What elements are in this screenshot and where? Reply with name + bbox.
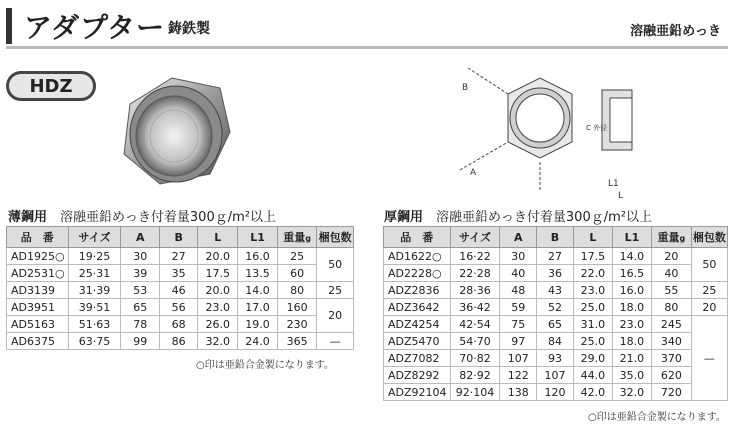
table-row [7, 316, 354, 333]
col-pack: 梱包数 [691, 227, 727, 248]
dim-outer-label: C 外径 [586, 124, 608, 132]
table-row [384, 367, 728, 384]
cell-code: AD2531○ [7, 265, 69, 282]
cell-code: ADZ7082 [384, 350, 451, 367]
cell-a: 122 [500, 367, 537, 384]
col-weight [277, 227, 316, 248]
cell-w: 60 [277, 265, 316, 282]
thick-section-header [384, 206, 652, 225]
cell-code: ADZ8292 [384, 367, 451, 384]
col-l1: L1 [238, 227, 278, 248]
table-row [7, 265, 354, 282]
cell-l1: 18.0 [612, 299, 651, 316]
cell-pack: 50 [317, 248, 354, 282]
header-divider [6, 46, 728, 49]
cell-l1: 18.0 [612, 333, 651, 350]
thick-label: 厚鋼用 [384, 210, 424, 225]
col-b: B [537, 227, 574, 248]
table-row [7, 299, 354, 316]
cell-pack: 20 [317, 299, 354, 333]
cell-a: 48 [500, 282, 537, 299]
col-code: 品 番 [7, 227, 69, 248]
thick-desc: 溶融亜鉛めっき付着量300ｇ/m²以上 [436, 210, 652, 225]
col-size: サイズ [68, 227, 121, 248]
cell-size: 39·51 [68, 299, 121, 316]
cell-w: 80 [651, 299, 691, 316]
cell-l1: 24.0 [238, 333, 278, 350]
table-row [384, 282, 728, 299]
cell-size: 51·63 [68, 316, 121, 333]
cell-b: 93 [537, 350, 574, 367]
cell-pack: 20 [691, 299, 727, 316]
cell-pack: — [691, 316, 727, 401]
col-l: L [573, 227, 612, 248]
cell-size: 31·39 [68, 282, 121, 299]
cell-l1: 16.0 [612, 282, 651, 299]
cell-w: 40 [651, 265, 691, 282]
cell-w: 370 [651, 350, 691, 367]
cell-size: 25·31 [68, 265, 121, 282]
cell-l1: 23.0 [612, 316, 651, 333]
col-l: L [198, 227, 238, 248]
dimension-diagram [440, 50, 640, 200]
cell-code: ADZ92104 [384, 384, 451, 401]
cell-l: 20.0 [198, 248, 238, 265]
material-label: 鋳鉄製 [168, 21, 210, 37]
table-row [384, 333, 728, 350]
cell-l: 17.5 [198, 265, 238, 282]
cell-w: 230 [277, 316, 316, 333]
cell-l1: 35.0 [612, 367, 651, 384]
cell-l1: 21.0 [612, 350, 651, 367]
cell-w: 160 [277, 299, 316, 316]
dim-l-label: L [618, 191, 624, 200]
cell-size: 36·42 [450, 299, 500, 316]
cell-b: 65 [537, 316, 574, 333]
cell-w: 620 [651, 367, 691, 384]
cell-l1: 14.0 [238, 282, 278, 299]
cell-size: 63·75 [68, 333, 121, 350]
cell-a: 59 [500, 299, 537, 316]
page-title: アダプター [24, 11, 166, 44]
cell-code: ADZ2836 [384, 282, 451, 299]
cell-code: AD5163 [7, 316, 69, 333]
cell-pack: 25 [317, 282, 354, 299]
thin-note: ○印は亜鉛合金製になります。 [196, 360, 334, 371]
cell-b: 27 [537, 248, 574, 265]
table-row [384, 384, 728, 401]
thin-label: 薄鋼用 [8, 210, 48, 225]
cell-pack: 25 [691, 282, 727, 299]
thin-section-header [8, 206, 276, 225]
cell-b: 107 [537, 367, 574, 384]
cell-b: 84 [537, 333, 574, 350]
cell-a: 138 [500, 384, 537, 401]
cell-l: 22.0 [573, 265, 612, 282]
cell-l: 23.0 [573, 282, 612, 299]
cell-l: 44.0 [573, 367, 612, 384]
cell-l: 42.0 [573, 384, 612, 401]
cell-l1: 14.0 [612, 248, 651, 265]
cell-l: 17.5 [573, 248, 612, 265]
col-weight [651, 227, 691, 248]
table-row [384, 248, 728, 265]
cell-b: 27 [159, 248, 197, 265]
cell-l: 29.0 [573, 350, 612, 367]
cell-code: ADZ4254 [384, 316, 451, 333]
cell-b: 68 [159, 316, 197, 333]
cell-code: AD3139 [7, 282, 69, 299]
cell-pack: 50 [691, 248, 727, 282]
cell-w: 20 [651, 248, 691, 265]
cell-w: 25 [277, 248, 316, 265]
cell-a: 78 [121, 316, 159, 333]
product-photo [110, 62, 240, 200]
col-a: A [500, 227, 537, 248]
cell-l1: 13.5 [238, 265, 278, 282]
cell-a: 107 [500, 350, 537, 367]
dim-b-label: B [462, 83, 469, 93]
weight-label: 重量 [657, 231, 680, 244]
thin-desc: 溶融亜鉛めっき付着量300ｇ/m²以上 [60, 210, 276, 225]
col-a: A [121, 227, 159, 248]
cell-w: 245 [651, 316, 691, 333]
cell-l1: 17.0 [238, 299, 278, 316]
table-row [384, 265, 728, 282]
cell-pack: — [317, 333, 354, 350]
cell-a: 40 [500, 265, 537, 282]
thick-note: ○印は亜鉛合金製になります。 [588, 412, 726, 423]
cell-size: 28·36 [450, 282, 500, 299]
cell-l1: 32.0 [612, 384, 651, 401]
weight-unit: g [679, 234, 686, 243]
cell-w: 55 [651, 282, 691, 299]
weight-unit: g [305, 234, 311, 243]
thick-table-body [384, 248, 728, 401]
cell-a: 30 [500, 248, 537, 265]
cell-b: 56 [159, 299, 197, 316]
thin-table-body [7, 248, 354, 350]
cell-size: 42·54 [450, 316, 500, 333]
col-b: B [159, 227, 197, 248]
col-pack: 梱包数 [317, 227, 354, 248]
cell-l: 23.0 [198, 299, 238, 316]
cell-l: 25.0 [573, 333, 612, 350]
cell-code: AD3951 [7, 299, 69, 316]
table-row [384, 316, 728, 333]
cell-size: 16·22 [450, 248, 500, 265]
cell-size: 70·82 [450, 350, 500, 367]
cell-size: 22·28 [450, 265, 500, 282]
cell-a: 30 [121, 248, 159, 265]
cell-b: 120 [537, 384, 574, 401]
weight-label: 重量 [283, 231, 306, 244]
col-l1: L1 [612, 227, 651, 248]
cell-code: ADZ3642 [384, 299, 451, 316]
cell-b: 36 [537, 265, 574, 282]
cell-code: AD2228○ [384, 265, 451, 282]
cell-l: 31.0 [573, 316, 612, 333]
cell-w: 340 [651, 333, 691, 350]
table-row [7, 282, 354, 299]
cell-l1: 16.5 [612, 265, 651, 282]
table-row [7, 248, 354, 265]
cell-code: AD1622○ [384, 248, 451, 265]
cell-l: 26.0 [198, 316, 238, 333]
cell-size: 92·104 [450, 384, 500, 401]
cell-a: 39 [121, 265, 159, 282]
finish-label: 溶融亜鉛めっき [630, 24, 721, 39]
cell-b: 35 [159, 265, 197, 282]
table-row [384, 299, 728, 316]
cell-b: 86 [159, 333, 197, 350]
cell-a: 53 [121, 282, 159, 299]
cell-w: 365 [277, 333, 316, 350]
cell-l: 32.0 [198, 333, 238, 350]
cell-w: 80 [277, 282, 316, 299]
header-accent-bar [6, 8, 12, 44]
cell-code: AD1925○ [7, 248, 69, 265]
table-row [384, 350, 728, 367]
cell-l: 25.0 [573, 299, 612, 316]
cell-a: 75 [500, 316, 537, 333]
table-row [7, 333, 354, 350]
cell-a: 99 [121, 333, 159, 350]
dim-l1-label: L1 [608, 179, 619, 189]
col-size: サイズ [450, 227, 500, 248]
hdz-badge: HDZ [6, 71, 96, 101]
cell-code: ADZ5470 [384, 333, 451, 350]
cell-b: 46 [159, 282, 197, 299]
cell-size: 19·25 [68, 248, 121, 265]
cell-b: 52 [537, 299, 574, 316]
thick-spec-table [383, 226, 728, 401]
cell-l1: 19.0 [238, 316, 278, 333]
cell-b: 43 [537, 282, 574, 299]
thin-spec-table [6, 226, 354, 350]
cell-size: 82·92 [450, 367, 500, 384]
dim-a-label: A [470, 168, 477, 178]
cell-w: 720 [651, 384, 691, 401]
cell-l: 20.0 [198, 282, 238, 299]
cell-a: 97 [500, 333, 537, 350]
cell-size: 54·70 [450, 333, 500, 350]
cell-a: 65 [121, 299, 159, 316]
col-code: 品 番 [384, 227, 451, 248]
cell-code: AD6375 [7, 333, 69, 350]
cell-l1: 16.0 [238, 248, 278, 265]
